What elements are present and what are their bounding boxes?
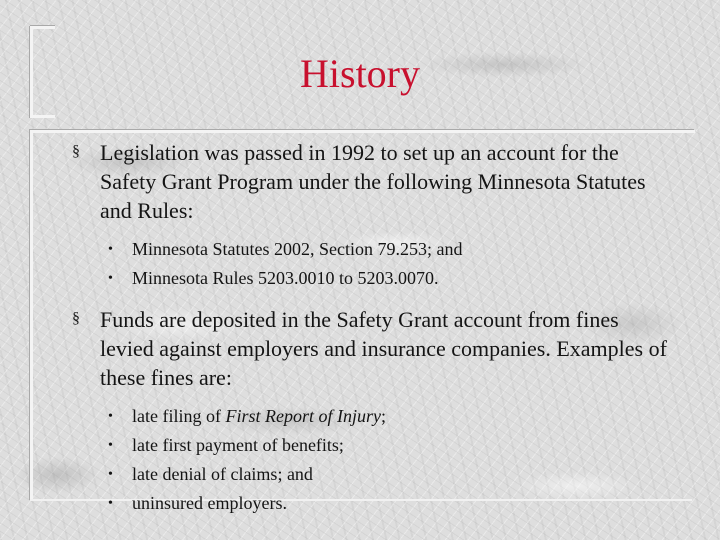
bullet-legislation-text: Legislation was passed in 1992 to set up an account for the Safety Grant Program under the following Minnesota Statutes and Rules:: [100, 140, 646, 223]
bullet-legislation: [72, 138, 672, 225]
list-item-emphasis: First Report of Injury: [225, 406, 381, 426]
list-item-text: Minnesota Statutes 2002, Section 79.253; and: [132, 239, 463, 259]
bullet-funds-text: Funds are deposited in the Safety Grant account from fines levied against employers and insurance companies. Examples of these fines are:: [100, 307, 667, 390]
list-item-text-suffix: ;: [380, 406, 386, 426]
list-item-text: Minnesota Rules 5203.0010 to 5203.0070.: [132, 268, 439, 288]
fines-sublist: [72, 402, 672, 518]
list-item-text: late first payment of benefits;: [132, 435, 344, 455]
dot-bullet-icon: •: [108, 271, 113, 286]
list-item-text: uninsured employers.: [132, 493, 287, 513]
square-bullet-icon: §: [72, 143, 80, 160]
legislation-sublist: [72, 235, 672, 293]
list-item: [72, 460, 672, 489]
dot-bullet-icon: •: [108, 242, 113, 257]
slide-title: History: [300, 51, 420, 96]
dot-bullet-icon: •: [108, 409, 113, 424]
list-item: [72, 489, 672, 518]
dot-bullet-icon: •: [108, 438, 113, 453]
list-item-text: late denial of claims; and: [132, 464, 313, 484]
list-item: [72, 264, 672, 293]
dot-bullet-icon: •: [108, 467, 113, 482]
dot-bullet-icon: •: [108, 496, 113, 511]
slide-body: [72, 138, 672, 530]
list-item: [72, 235, 672, 264]
list-item: [72, 431, 672, 460]
bullet-funds: [72, 305, 672, 392]
square-bullet-icon: §: [72, 310, 80, 327]
list-item-text-prefix: late filing of: [132, 406, 226, 426]
list-item: [72, 402, 672, 431]
